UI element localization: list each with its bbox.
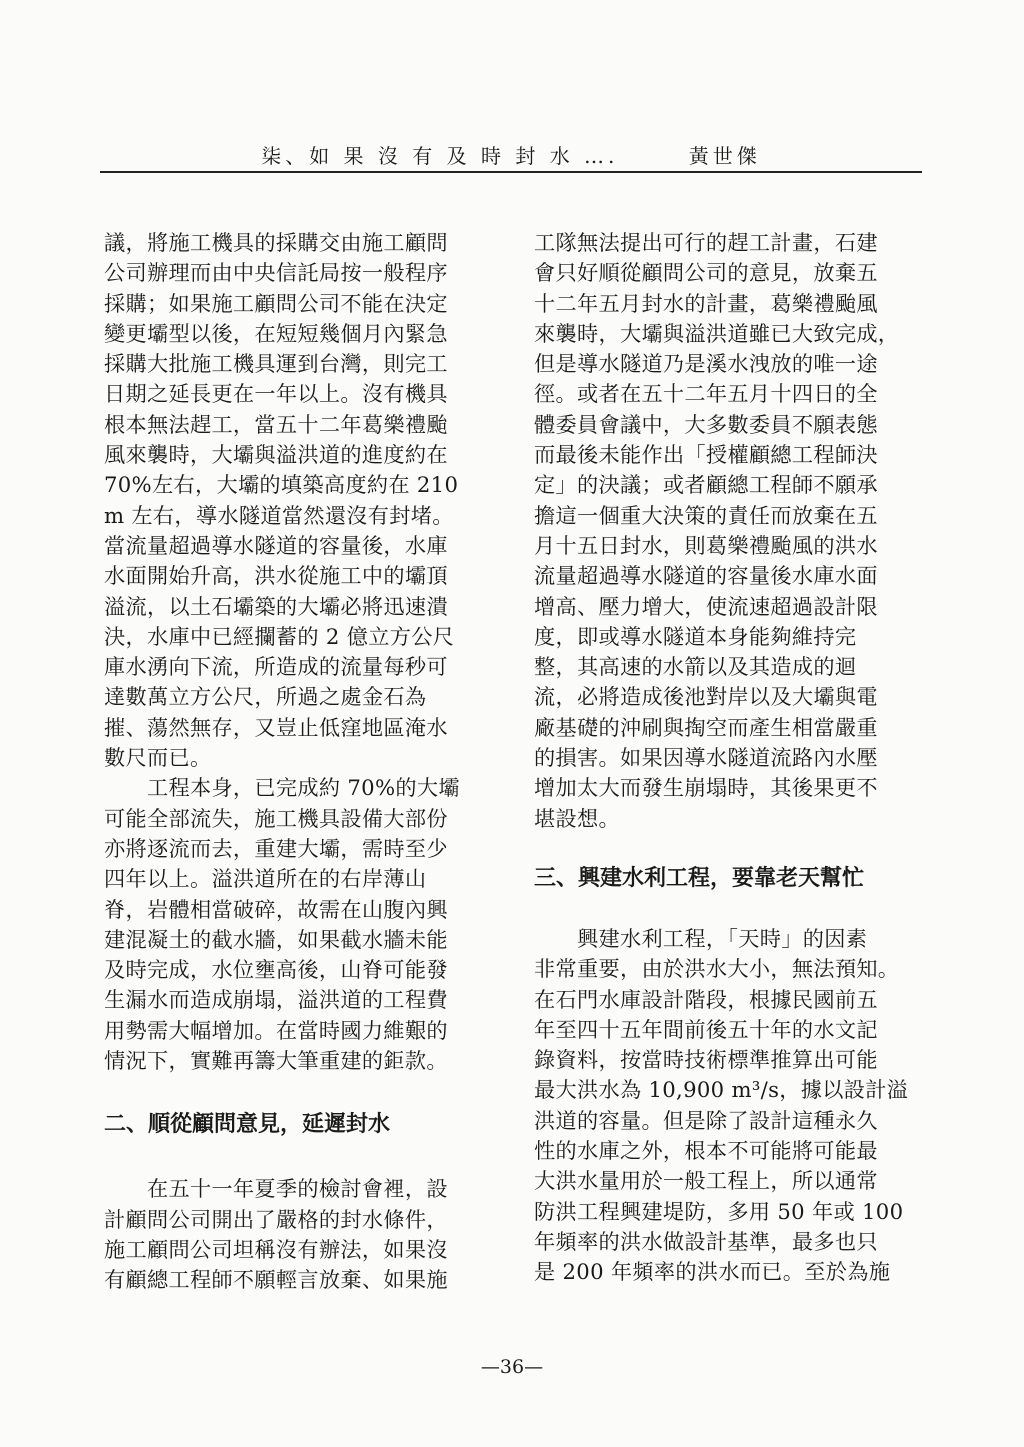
text-line: 數尺而已。	[104, 745, 212, 771]
text-line: 風來襲時，大壩與溢洪道的進度約在	[104, 442, 448, 468]
text-line: 增加太大而發生崩塌時，其後果更不	[534, 775, 878, 801]
text-line: 非常重要，由於洪水大小，無法預知。	[534, 956, 900, 982]
left-paragraph-1	[104, 228, 476, 773]
text-line: 採購大批施工機具運到台灣，則完工	[104, 351, 448, 377]
text-line: 性的水庫之外，根本不可能將可能最	[534, 1138, 878, 1164]
header-author: 黃世傑	[688, 144, 761, 168]
text-line: 用勢需大幅增加。在當時國力維艱的	[104, 1017, 448, 1043]
text-line: 年頻率的洪水做設計基準，最多也只	[534, 1228, 878, 1254]
text-line: 在石門水庫設計階段，根據民國前五	[534, 986, 878, 1012]
text-line: 興建水利工程，「天時」的因素	[534, 925, 868, 951]
section-heading-2: 二、順從顧問意見，延遲封水	[104, 1112, 391, 1138]
text-line: 月十五日封水，則葛樂禮颱風的洪水	[534, 532, 878, 558]
text-line: 年至四十五年間前後五十年的水文記	[534, 1016, 878, 1042]
text-line: 達數萬立方公尺，所過之處金石為	[104, 684, 427, 710]
page-number: —36—	[480, 1356, 544, 1378]
text-line: 十二年五月封水的計畫，葛樂禮颱風	[534, 290, 878, 316]
text-line: 流，必將造成後池對岸以及大壩與電	[534, 684, 878, 710]
text-line: 增高、壓力增大，使流速超過設計限	[534, 593, 878, 619]
text-line: 溢流，以土石壩築的大壩必將迅速潰	[104, 593, 448, 619]
text-line: 防洪工程興建堤防，多用 50 年或 100	[534, 1198, 904, 1224]
text-line: 水面開始升高，洪水從施工中的壩頂	[104, 563, 448, 589]
text-line: 決，水庫中已經攔蓄的 2 億立方公尺	[104, 623, 455, 649]
text-line: 錄資料，按當時技術標準推算出可能	[534, 1047, 878, 1073]
text-line: 生漏水而造成崩塌，溢洪道的工程費	[104, 987, 448, 1013]
text-line: 計顧問公司開出了嚴格的封水條件，	[104, 1206, 448, 1232]
text-line: 採購；如果施工顧問公司不能在決定	[104, 290, 448, 316]
text-line: 亦將逐流而去，重建大壩，需時至少	[104, 835, 448, 861]
text-line: 大洪水量用於一般工程上，所以通常	[534, 1168, 878, 1194]
left-paragraph-2	[104, 773, 476, 1076]
text-line: 根本無法趕工，當五十二年葛樂禮颱	[104, 411, 448, 437]
text-line: 施工顧問公司坦稱沒有辦法，如果沒	[104, 1236, 448, 1262]
text-line: 脊，岩體相當破碎，故需在山腹內興	[104, 896, 448, 922]
text-line: 度，即或導水隧道本身能夠維持完	[534, 623, 857, 649]
text-line: 會只好順從顧問公司的意見，放棄五	[534, 260, 878, 286]
header-rule	[100, 171, 922, 173]
text-line: 廠基礎的沖刷與掏空而產生相當嚴重	[534, 714, 878, 740]
text-line: 徑。或者在五十二年五月十四日的全	[534, 381, 878, 407]
text-line: 堪設想。	[534, 805, 620, 831]
text-line: 工隊無法提出可行的趕工計畫，石建	[534, 230, 878, 255]
text-line: 定」的決議；或者顧總工程師不願承	[534, 472, 878, 498]
text-line: 公司辦理而由中央信託局按一般程序	[104, 260, 448, 286]
text-line: 可能全部流失，施工機具設備大部份	[104, 805, 448, 831]
header-title: 柒、如 果 沒 有 及 時 封 水 ….	[261, 144, 619, 168]
text-line: 最大洪水為 10,900 m³/s，據以設計溢	[534, 1077, 909, 1103]
text-line: 而最後未能作出「授權顧總工程師決	[534, 442, 878, 468]
text-line: 整，其高速的水箭以及其造成的迴	[534, 654, 857, 680]
text-line: 流量超過導水隧道的容量後水庫水面	[534, 563, 878, 589]
section-heading-3: 三、興建水利工程，要靠老天幫忙	[534, 865, 865, 891]
text-line: 來襲時，大壩與溢洪道雖已大致完成，	[534, 320, 900, 346]
right-paragraph-1	[534, 228, 906, 834]
left-paragraph-3	[104, 1174, 476, 1295]
text-line: 議，將施工機具的採購交由施工顧問	[104, 230, 448, 255]
text-line: 洪道的容量。但是除了設計這種永久	[534, 1107, 878, 1133]
text-line: m 左右，導水隧道當然還沒有封堵。	[104, 502, 454, 528]
right-column	[534, 228, 909, 1288]
text-line: 庫水湧向下流，所造成的流量每秒可	[104, 654, 448, 680]
left-column	[104, 228, 476, 1296]
text-line: 變更壩型以後，在短短幾個月內緊急	[104, 320, 448, 346]
text-line: 是 200 年頻率的洪水而已。至於為施	[534, 1259, 891, 1285]
text-line: 但是導水隧道乃是溪水洩放的唯一途	[534, 351, 878, 377]
text-line: 當流量超過導水隧道的容量後，水庫	[104, 532, 448, 558]
text-line: 的損害。如果因導水隧道流路內水壓	[534, 745, 878, 771]
text-line: 體委員會議中，大多數委員不願表態	[534, 411, 878, 437]
running-header	[100, 140, 922, 170]
text-line: 及時完成，水位壅高後，山脊可能發	[104, 957, 448, 983]
text-line: 70%左右，大壩的填築高度約在 210	[104, 472, 459, 498]
text-line: 在五十一年夏季的檢討會裡，設	[104, 1176, 448, 1202]
text-line: 日期之延長更在一年以上。沒有機具	[104, 381, 448, 407]
right-paragraph-2	[534, 924, 909, 1288]
text-line: 有顧總工程師不願輕言放棄、如果施	[104, 1267, 448, 1293]
text-line: 情況下，實難再籌大筆重建的鉅款。	[104, 1048, 448, 1074]
text-line: 擔這一個重大決策的責任而放棄在五	[534, 502, 878, 528]
text-line: 四年以上。溢洪道所在的右岸薄山	[104, 866, 427, 892]
text-line: 建混凝土的截水牆，如果截水牆未能	[104, 926, 448, 952]
text-line: 摧、蕩然無存，又豈止低窪地區淹水	[104, 714, 448, 740]
text-line: 工程本身，已完成約 70%的大壩	[104, 775, 460, 801]
